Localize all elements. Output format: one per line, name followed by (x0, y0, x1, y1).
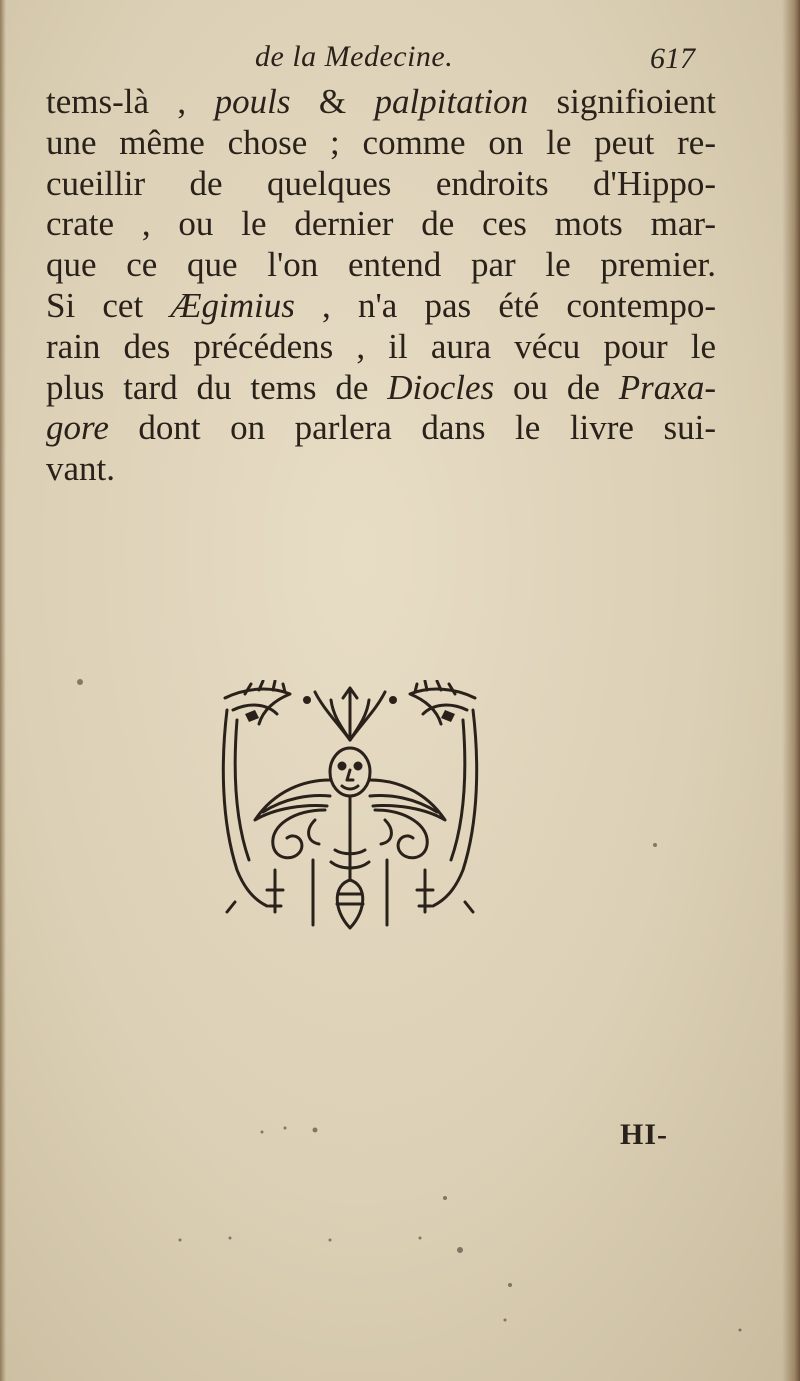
text-line (46, 204, 716, 245)
text-line (46, 82, 716, 123)
text-run: vant. (46, 449, 116, 489)
text-run: crate , ou le dernier de ces mots mar- (46, 204, 716, 244)
text-run: tems-là , (46, 82, 215, 121)
text-line (46, 245, 716, 286)
text-line (46, 408, 716, 449)
page-number: 617 (650, 42, 695, 75)
text-run: que ce que l'on entend par le premier. (46, 245, 716, 285)
catchword: HI- (620, 1118, 668, 1151)
text-line (46, 123, 716, 164)
text-run: & (290, 82, 375, 121)
italic-term: palpitation (374, 82, 529, 121)
text-run: , n'a pas été contempo- (294, 285, 717, 325)
text-run: rain des précédens , il aura vécu pour le (46, 326, 716, 366)
italic-term: pouls (214, 82, 291, 121)
text-run: Si cet (46, 285, 171, 325)
page-gutter-shadow (0, 0, 6, 1381)
text-run: dont on parlera dans le livre sui- (108, 408, 716, 448)
text-line (46, 368, 716, 409)
body-text (46, 82, 716, 490)
italic-term: Praxa- (618, 367, 716, 407)
running-head: de la Medecine. (255, 40, 454, 73)
text-run: une même chose ; comme on le peut re- (46, 122, 716, 162)
text-line (46, 449, 716, 490)
page-edge-shadow (782, 0, 800, 1381)
text-run: signifioient (528, 82, 716, 121)
text-line (46, 286, 716, 327)
text-line (46, 164, 716, 205)
text-run: plus tard du tems de (46, 367, 388, 407)
italic-term: Ægimius (170, 285, 295, 325)
woodcut-tailpiece-icon (215, 680, 485, 940)
text-run: cueillir de quelques endroits d'Hippo- (46, 163, 716, 203)
text-run: ou de (494, 367, 619, 407)
text-line (46, 327, 716, 368)
italic-term: gore (46, 408, 109, 448)
italic-term: Diocles (387, 367, 495, 407)
